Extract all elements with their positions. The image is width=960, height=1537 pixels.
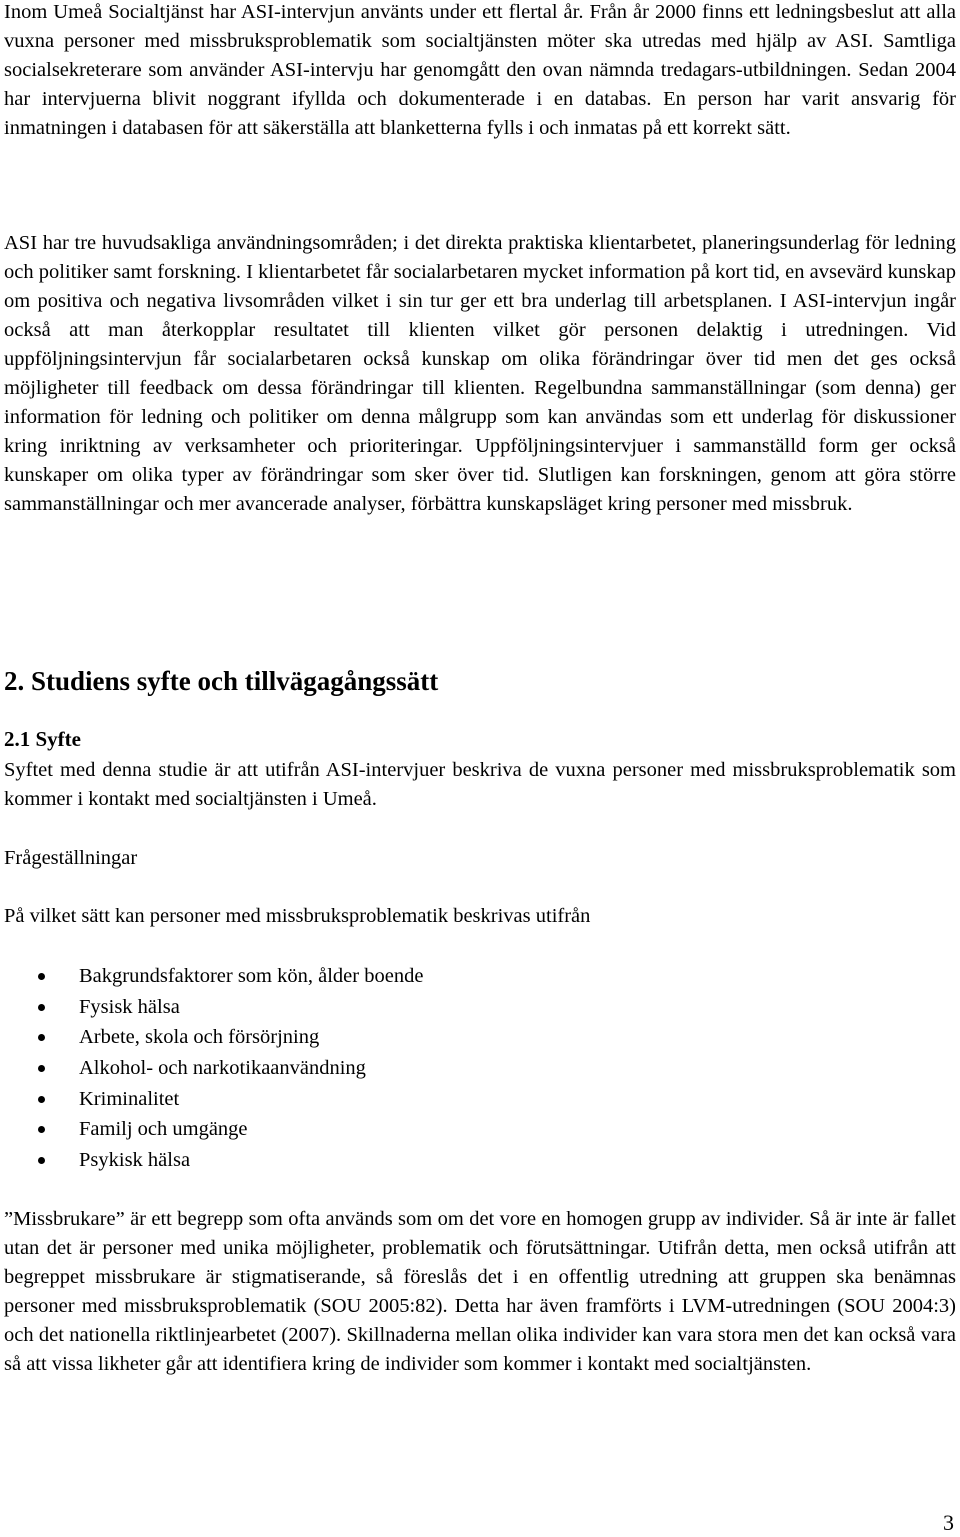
bullet-icon	[38, 973, 45, 980]
questions-list	[4, 961, 423, 1176]
bullet-icon	[38, 1157, 45, 1164]
subsection-heading: 2.1 Syfte	[4, 727, 81, 751]
list-item: Familj och umgänge	[4, 1114, 423, 1145]
paragraph-asi-uses: ASI har tre huvudsakliga användningsområden; i det direkta praktiska klientarbetet, planeringsunderlag för ledning och politiker samt forskning. I klientarbetet får socialarbetaren mycket information på kort tid, en avsevärd kunskap om positiva och negativa livsområden vilket i sin tur ger ett bra underlag till arbetsplanen. I ASI-intervjun ingår också att man återkopplar resultatet till klienten vilket gör personen delaktig i utredningen. Vid uppföljningsintervjun får socialarbetaren också kunskap om olika förändringar över tid men det ges också möjligheter till feedback om dessa förändringar till klienten. Regelbundna sammanställningar (som denna) ger information för ledning och politiker om denna målgrupp som kan användas som ett underlag för diskussioner kring inriktning av verksamheter och prioriteringar. Uppföljningsintervjuer i sammanställd form ger också kunskaper om olika typer av förändringar som sker över tid. Slutligen kan forskningen, genom att göra större sammanställningar och mer avancerade analyser, förbättra kunskapsläget kring personer med missbruk.	[4, 232, 956, 515]
paragraph-purpose: Syftet med denna studie är att utifrån ASI-intervjuer beskriva de vuxna personer med missbruksproblematik som kommer i kontakt med socialtjänsten i Umeå.	[4, 759, 956, 810]
list-item: Psykisk hälsa	[4, 1145, 423, 1176]
list-item: Alkohol- och narkotikaanvändning	[4, 1053, 423, 1084]
list-item: Bakgrundsfaktorer som kön, ålder boende	[4, 961, 423, 992]
bullet-icon	[38, 1096, 45, 1103]
bullet-icon	[38, 1126, 45, 1133]
paragraph-asi-umea: Inom Umeå Socialtjänst har ASI-intervjun använts under ett flertal år. Från år 2000 finns ett ledningsbeslut att alla vuxna personer med missbruksproblematik som socialtjänsten möter ska utredas med hjälp av ASI. Samtliga socialsekreterare som använder ASI-intervju har genomgått den ovan nämnda tredagars-utbildningen. Sedan 2004 har intervjuerna blivit noggrant ifyllda och dokumenterade i en databas. En person har varit ansvarig för inmatningen i databasen för att säkerställa att blanketterna fylls i och inmatas på ett korrekt sätt.	[4, 1, 956, 139]
page-number: 3	[943, 1510, 954, 1535]
list-item: Arbete, skola och försörjning	[4, 1022, 423, 1053]
paragraph-terminology: ”Missbrukare” är ett begrepp som ofta används som om det vore en homogen grupp av individer. Så är inte är fallet utan det är personer med unika möjligheter, problematik och förutsättningar. Utifrån detta, men också utifrån att begreppet missbrukare är stigmatiserande, så föreslås det i en offentlig utredning att gruppen ska benämnas personer med missbruksproblematik (SOU 2005:82). Detta har även framförts i LVM-utredningen (SOU 2004:3) och det nationella riktlinjearbetet (2007). Skillnaderna mellan olika individer kan vara stora men det kan också vara så att vissa likheter går att identifiera kring de individer som kommer i kontakt med socialtjänsten.	[4, 1208, 956, 1375]
list-item: Kriminalitet	[4, 1084, 423, 1115]
bullet-icon	[38, 1004, 45, 1011]
bullet-icon	[38, 1065, 45, 1072]
bullet-icon	[38, 1034, 45, 1041]
questions-label: Frågeställningar	[4, 847, 138, 869]
list-item: Fysisk hälsa	[4, 992, 423, 1023]
section-heading: 2. Studiens syfte och tillvägagångssätt	[4, 666, 439, 696]
questions-intro: På vilket sätt kan personer med missbruksproblematik beskrivas utifrån	[4, 905, 591, 927]
